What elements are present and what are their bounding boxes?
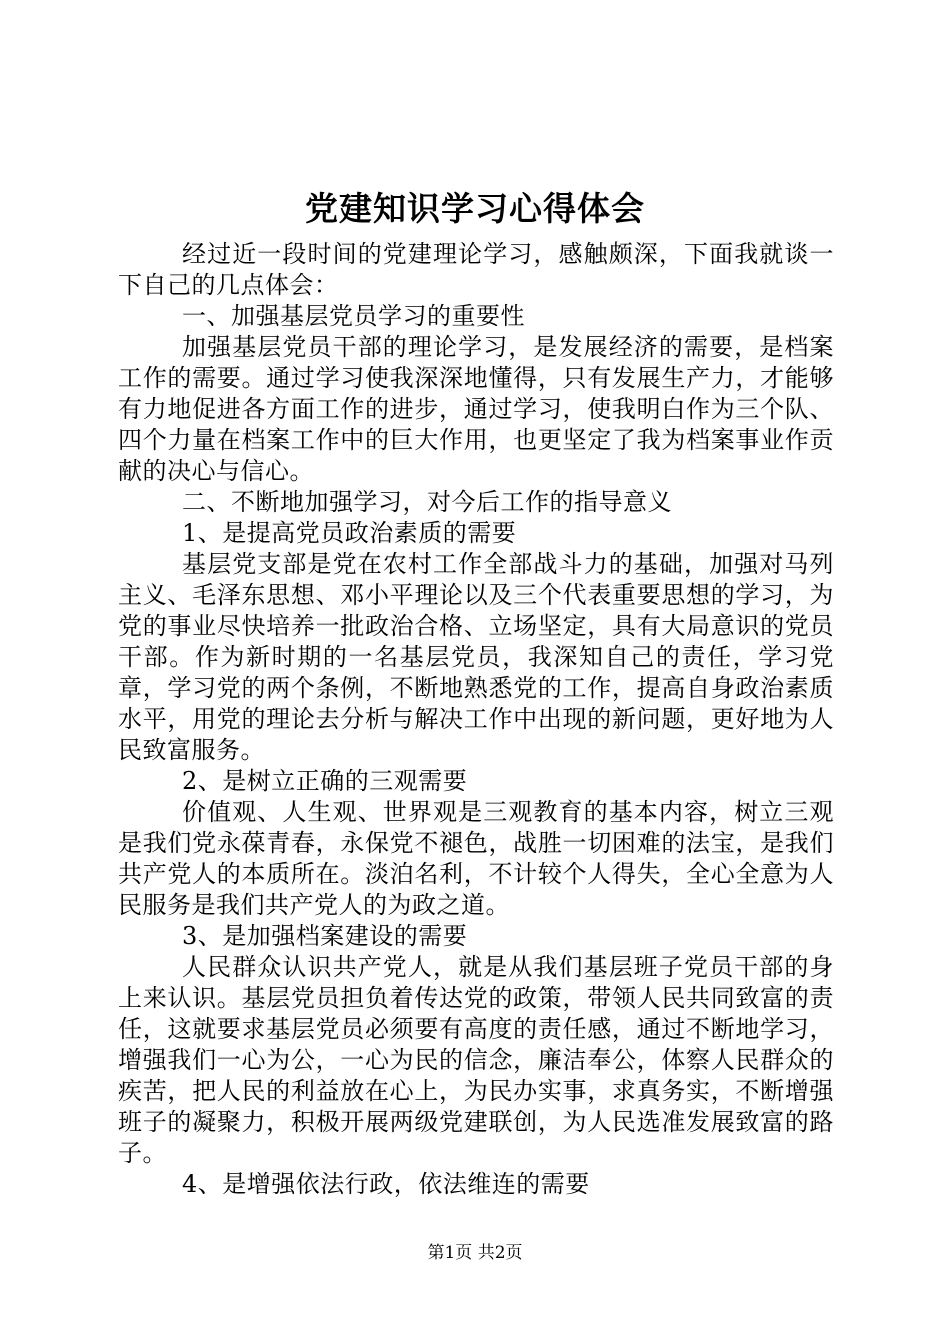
- heading-section-1: 一、加强基层党员学习的重要性: [182, 302, 525, 330]
- subheading-4: 4、是增强依法行政，依法维连的需要: [182, 1170, 590, 1198]
- page-footer: 第1页 共2页: [427, 1243, 523, 1263]
- document-title: 党建知识学习心得体会: [305, 189, 645, 228]
- subheading-2: 2、是树立正确的三观需要: [182, 767, 468, 795]
- subheading-3: 3、是加强档案建设的需要: [182, 922, 468, 950]
- subheading-1: 1、是提高党员政治素质的需要: [182, 519, 517, 547]
- paragraph-section-1: 加强基层党员干部的理论学习，是发展经济的需要，是档案工作的需要。通过学习使我深深地懂得，只有发展生产力，才能够有力地促进各方面工作的进步，通过学习，使我明白作为三个队、四个力量在档案工作中的巨大作用，也更坚定了我为档案事业作贡献的决心与信心。: [118, 333, 834, 485]
- heading-section-2: 二、不断地加强学习，对今后工作的指导意义: [182, 488, 672, 516]
- paragraph-sub-1: 基层党支部是党在农村工作全部战斗力的基础，加强对马列主义、毛泽东思想、邓小平理论以及三个代表重要思想的学习，为党的事业尽快培养一批政治合格、立场坚定，具有大局意识的党员干部。作为新时期的一名基层党员，我深知自己的责任，学习党章，学习党的两个条例，不断地熟悉党的工作，提高自身政治素质水平，用党的理论去分析与解决工作中出现的新问题，更好地为人民致富服务。: [118, 550, 834, 764]
- paragraph-sub-2: 价值观、人生观、世界观是三观教育的基本内容，树立三观是我们党永葆青春，永保党不褪色，战胜一切困难的法宝，是我们共产党人的本质所在。淡泊名利，不计较个人得失，全心全意为人民服务是我们共产党人的为政之道。: [118, 798, 834, 919]
- document-body: [118, 239, 834, 1200]
- paragraph-sub-3: 人民群众认识共产党人，就是从我们基层班子党员干部的身上来认识。基层党员担负着传达党的政策，带领人民共同致富的责任，这就要求基层党员必须要有高度的责任感，通过不断地学习，增强我们一心为公，一心为民的信念，廉洁奉公，体察人民群众的疾苦，把人民的利益放在心上，为民办实事，求真务实，不断增强班子的凝聚力，积极开展两级党建联创，为人民选准发展致富的路子。: [118, 953, 834, 1167]
- paragraph-intro: 经过近一段时间的党建理论学习，感触颇深，下面我就谈一下自己的几点体会：: [118, 240, 834, 299]
